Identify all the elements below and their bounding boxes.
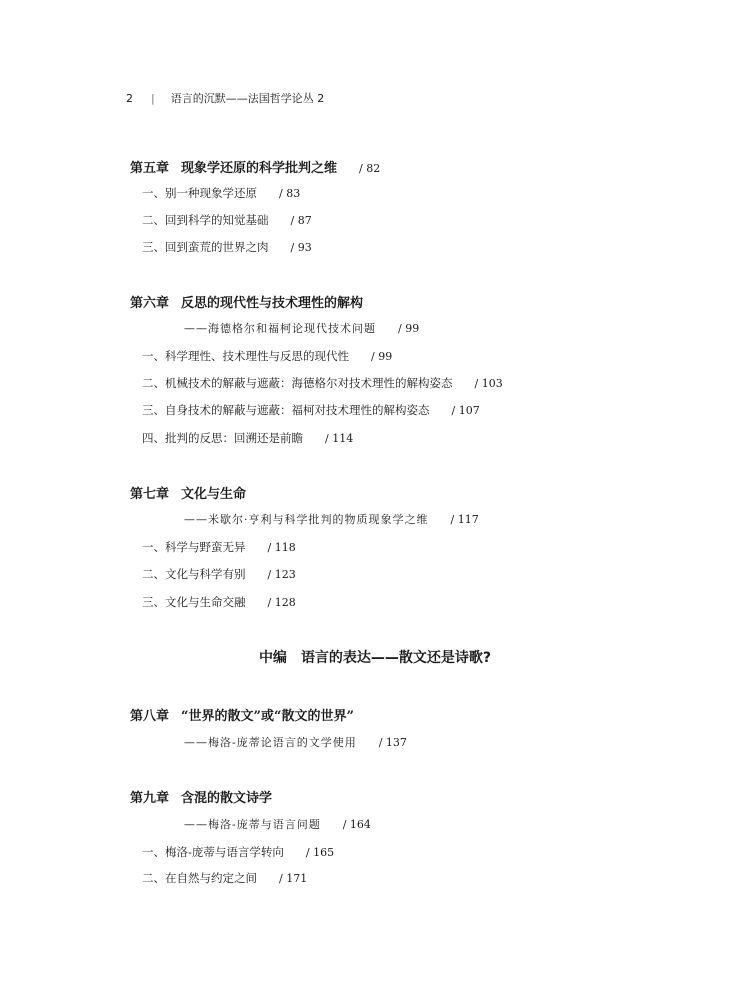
page-ref: / 123 xyxy=(267,568,296,581)
chapter-title: 含混的散文诗学 xyxy=(181,791,273,806)
section-title: 一、梅洛-庞蒂与语言学转向 xyxy=(142,845,284,859)
section-title: 二、文化与科学有别 xyxy=(142,567,246,581)
subtitle-text: ——海德格尔和福柯论现代技术问题 xyxy=(184,322,376,335)
page-ref: / 93 xyxy=(290,241,312,254)
page-ref: / 103 xyxy=(474,377,503,390)
chapter-title: 文化与生命 xyxy=(181,487,247,502)
page-number: 2 xyxy=(126,92,133,105)
section-title: 二、机械技术的解蔽与遮蔽：海德格尔对技术理性的解构姿态 xyxy=(142,376,453,390)
page-ref: / 118 xyxy=(267,541,296,554)
toc-entry xyxy=(142,239,312,255)
header-separator: | xyxy=(151,92,155,105)
chapter-subtitle xyxy=(184,511,479,527)
page-ref: / 114 xyxy=(325,432,354,445)
page-ref: / 107 xyxy=(451,404,480,417)
chapter-label: 第九章 xyxy=(130,791,170,806)
section-title: 二、回到科学的知觉基础 xyxy=(142,213,269,227)
part-label: 中编 xyxy=(258,650,287,666)
chapter-title: 反思的现代性与技术理性的解构 xyxy=(181,296,364,311)
section-title: 一、科学理性、技术理性与反思的现代性 xyxy=(142,349,349,363)
book-title: 语言的沉默——法国哲学论丛 2 xyxy=(170,92,325,105)
chapter-8-heading xyxy=(130,705,354,724)
subtitle-text: ——米歇尔·亨利与科学批判的物质现象学之维 xyxy=(184,513,429,526)
chapter-subtitle xyxy=(184,734,407,750)
section-title: 二、在自然与约定之间 xyxy=(142,871,257,885)
toc-entry xyxy=(142,844,334,860)
toc-entry xyxy=(142,185,300,201)
toc-entry xyxy=(142,212,312,228)
toc-entry xyxy=(142,430,353,446)
page-ref: / 117 xyxy=(450,513,479,526)
page-ref: / 82 xyxy=(359,162,381,175)
chapter-label: 第八章 xyxy=(130,709,170,724)
running-header xyxy=(126,90,324,106)
toc-entry xyxy=(142,375,503,391)
subtitle-text: ——梅洛-庞蒂与语言问题 xyxy=(184,818,321,831)
page-ref: / 99 xyxy=(371,350,393,363)
page-ref: / 99 xyxy=(398,322,420,335)
chapter-title: “世界的散文”或“散文的世界” xyxy=(181,709,354,724)
chapter-label: 第六章 xyxy=(130,296,170,311)
page-ref: / 164 xyxy=(342,818,371,831)
chapter-label: 第五章 xyxy=(130,161,170,176)
chapter-subtitle xyxy=(184,320,419,336)
section-title: 三、回到蛮荒的世界之肉 xyxy=(142,240,269,254)
part-heading xyxy=(0,647,750,667)
chapter-title: 现象学还原的科学批判之维 xyxy=(181,161,338,176)
part-title: 语言的表达——散文还是诗歌? xyxy=(300,650,492,666)
chapter-5-heading xyxy=(130,157,380,176)
chapter-6-heading xyxy=(130,292,363,311)
page-ref: / 137 xyxy=(378,736,407,749)
page-ref: / 83 xyxy=(279,187,301,200)
page-ref: / 87 xyxy=(290,214,312,227)
chapter-subtitle xyxy=(184,816,371,832)
section-title: 三、文化与生命交融 xyxy=(142,595,246,609)
toc-entry xyxy=(142,539,296,555)
toc-entry xyxy=(142,870,307,886)
toc-entry xyxy=(142,348,392,364)
toc-entry xyxy=(142,402,480,418)
section-title: 一、科学与野蛮无异 xyxy=(142,540,246,554)
page-ref: / 128 xyxy=(267,596,296,609)
page-ref: / 165 xyxy=(305,846,335,859)
section-title: 三、自身技术的解蔽与遮蔽：福柯对技术理性的解构姿态 xyxy=(142,403,430,417)
section-title: 四、批判的反思：回溯还是前瞻 xyxy=(142,431,303,445)
page-ref: / 171 xyxy=(279,872,308,885)
subtitle-text: ——梅洛-庞蒂论语言的文学使用 xyxy=(184,736,357,749)
toc-entry xyxy=(142,594,296,610)
chapter-label: 第七章 xyxy=(130,487,170,502)
toc-entry xyxy=(142,566,296,582)
chapter-9-heading xyxy=(130,787,272,806)
chapter-7-heading xyxy=(130,483,246,502)
section-title: 一、别一种现象学还原 xyxy=(142,186,257,200)
